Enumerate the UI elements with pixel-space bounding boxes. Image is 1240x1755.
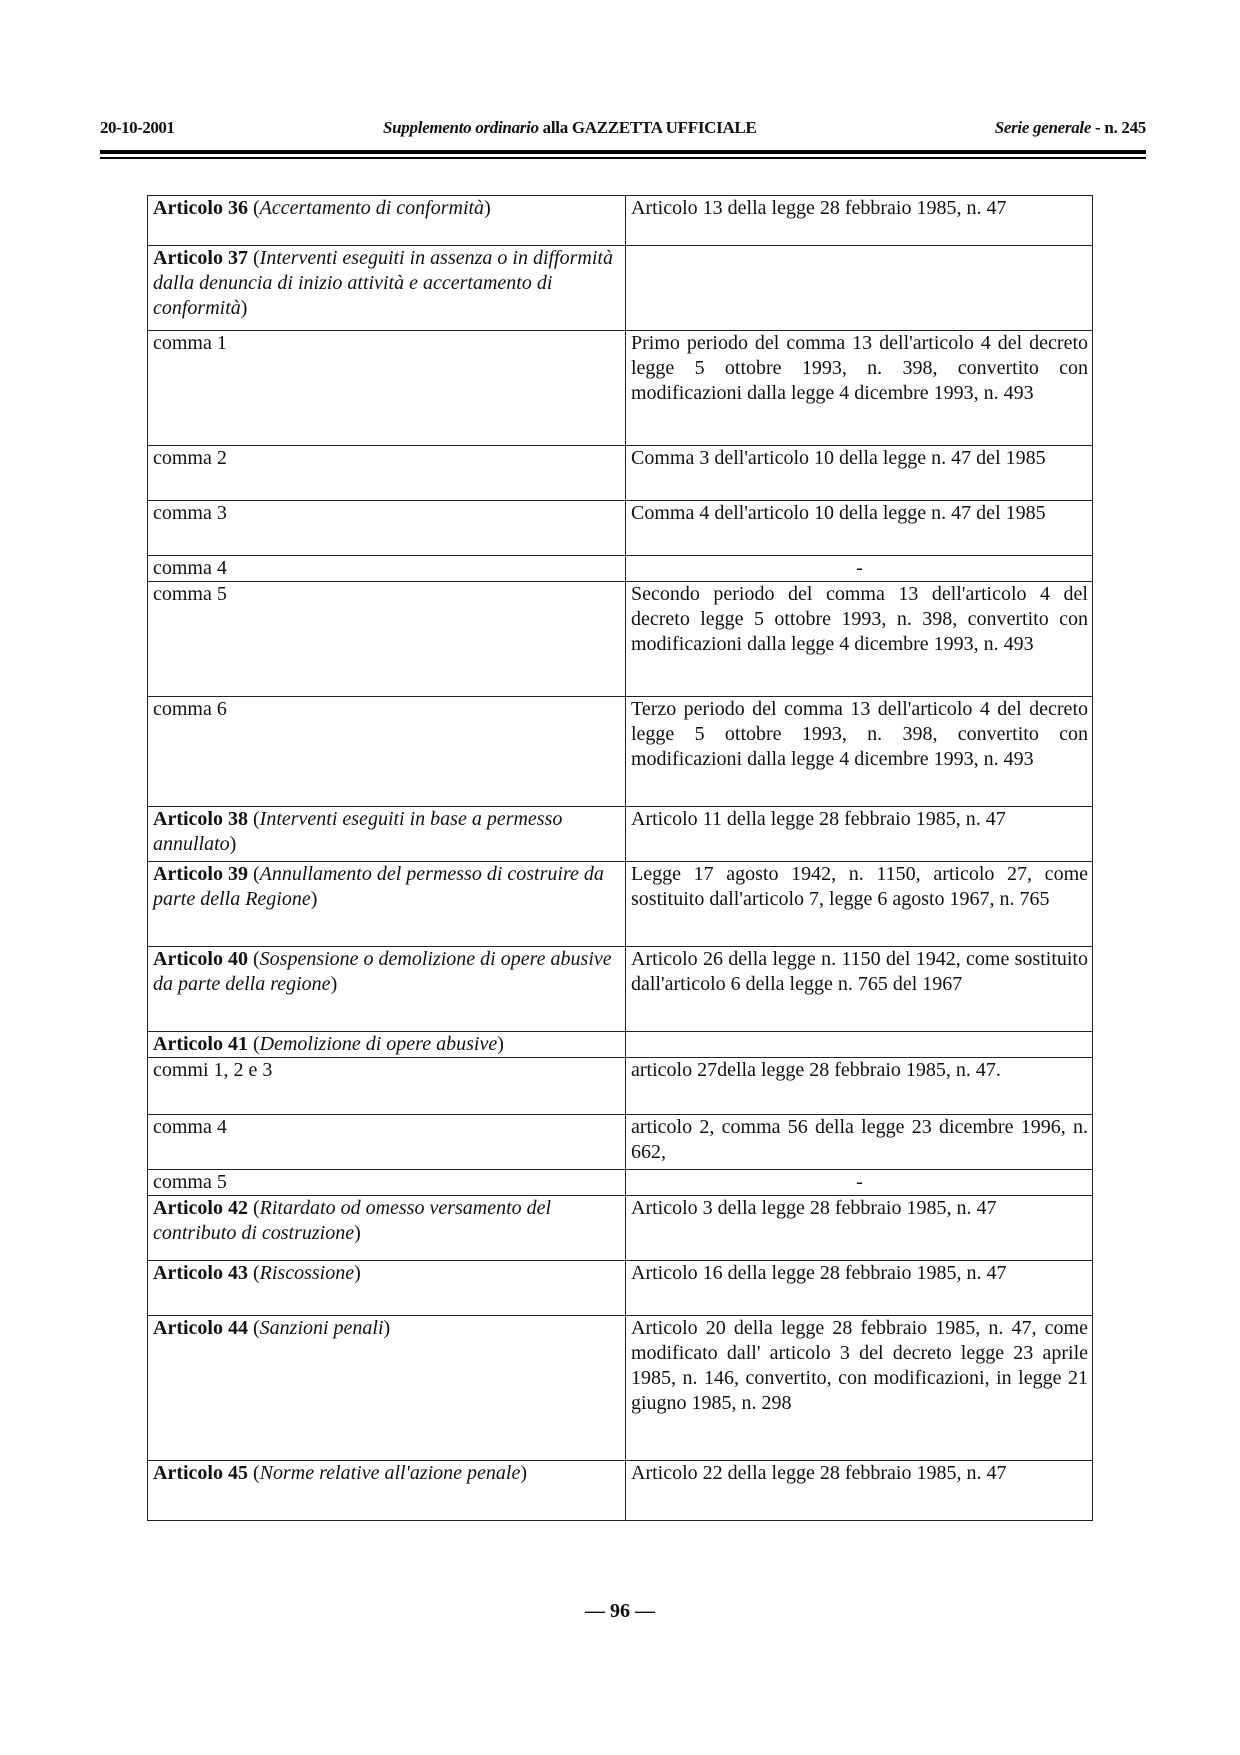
article-title: Demolizione di opere abusive <box>259 1033 498 1055</box>
previous-provision-text: Articolo 13 della legge 28 febbraio 1985, n. 47 <box>631 197 1007 219</box>
article-row <box>148 196 1093 246</box>
previous-provision-cell <box>626 582 1093 697</box>
previous-provision-cell <box>626 556 1093 582</box>
article-number: Articolo 41 <box>153 1033 248 1055</box>
new-provision-cell <box>148 196 626 246</box>
article-row <box>148 1316 1093 1461</box>
paren-open: ( <box>247 247 260 269</box>
article-row <box>148 246 1093 331</box>
article-row <box>148 947 1093 1032</box>
previous-provision-text: Articolo 26 della legge n. 1150 del 1942, come sostituito dall'articolo 6 della legge n. 765 del 1967 <box>631 948 1088 995</box>
article-number: Articolo 38 <box>153 808 248 830</box>
paren-open: ( <box>247 1462 260 1484</box>
article-title: Ritardato od omesso versamento del contributo di costruzione <box>153 1197 552 1244</box>
previous-provision-text: Legge 17 agosto 1942, n. 1150, articolo 27, come sostituito dall'articolo 7, legge 6 agosto 1967, n. 765 <box>631 863 1088 910</box>
new-provision-cell <box>148 446 626 501</box>
new-provision-cell <box>148 947 626 1032</box>
article-title: Interventi eseguiti in base a permesso annullato <box>153 808 563 855</box>
paren-open: ( <box>247 863 260 885</box>
comma-row <box>148 446 1093 501</box>
header-publication-italic: Supplemento ordinario <box>383 118 539 137</box>
new-provision-cell <box>148 1115 626 1170</box>
comma-row <box>148 582 1093 697</box>
article-row <box>148 1261 1093 1316</box>
paren-open: ( <box>247 808 260 830</box>
previous-provision-cell <box>626 1461 1093 1521</box>
comma-row <box>148 331 1093 446</box>
correspondence-table-body <box>148 196 1093 1521</box>
previous-provision-cell <box>626 331 1093 446</box>
new-provision-cell <box>148 1032 626 1058</box>
paren-close: ) <box>229 833 237 855</box>
article-row <box>148 1461 1093 1521</box>
page-header <box>100 118 1146 142</box>
paren-open: ( <box>247 1262 260 1284</box>
comma-label: comma 4 <box>153 1116 227 1138</box>
article-number: Articolo 44 <box>153 1317 248 1339</box>
new-provision-cell <box>148 862 626 947</box>
paren-close: ) <box>383 1317 391 1339</box>
paren-open: ( <box>247 197 260 219</box>
comma-label: comma 2 <box>153 447 227 469</box>
article-number: Articolo 37 <box>153 247 248 269</box>
article-number: Articolo 43 <box>153 1262 248 1284</box>
previous-provision-text: Articolo 22 della legge 28 febbraio 1985, n. 47 <box>631 1462 1007 1484</box>
new-provision-cell <box>148 1316 626 1461</box>
article-title: Norme relative all'azione penale <box>259 1462 521 1484</box>
comma-label: comma 5 <box>153 1171 227 1193</box>
new-provision-cell <box>148 697 626 807</box>
previous-provision-cell <box>626 862 1093 947</box>
new-provision-cell <box>148 1461 626 1521</box>
previous-provision-text: articolo 2, comma 56 della legge 23 dicembre 1996, n. 662, <box>631 1116 1088 1163</box>
article-title: Accertamento di conformità <box>259 197 485 219</box>
previous-provision-text: Comma 3 dell'articolo 10 della legge n. 47 del 1985 <box>631 447 1046 469</box>
correspondence-table <box>147 195 1093 1521</box>
paren-open: ( <box>247 1197 260 1219</box>
previous-provision-cell <box>626 1032 1093 1058</box>
new-provision-cell <box>148 1261 626 1316</box>
article-title: Annullamento del permesso di costruire da parte della Regione <box>153 863 604 910</box>
article-number: Articolo 39 <box>153 863 248 885</box>
previous-provision-cell <box>626 446 1093 501</box>
previous-provision-cell <box>626 196 1093 246</box>
new-provision-cell <box>148 807 626 862</box>
paren-open: ( <box>247 1317 260 1339</box>
paren-close: ) <box>484 197 491 219</box>
new-provision-cell <box>148 556 626 582</box>
article-number: Articolo 42 <box>153 1197 248 1219</box>
header-rule-thick <box>100 150 1146 154</box>
paren-close: ) <box>497 1033 504 1055</box>
previous-provision-text: Primo periodo del comma 13 dell'articolo 4 del decreto legge 5 ottobre 1993, n. 398, convertito con modificazioni dalla legge 4 dicembre 1993, n. 493 <box>631 332 1088 404</box>
comma-row <box>148 501 1093 556</box>
previous-provision-cell <box>626 1261 1093 1316</box>
comma-row <box>148 1170 1093 1196</box>
article-row <box>148 1032 1093 1058</box>
header-rule-thin <box>100 157 1146 159</box>
new-provision-cell <box>148 501 626 556</box>
comma-row <box>148 697 1093 807</box>
previous-provision-cell <box>626 697 1093 807</box>
paren-close: ) <box>310 888 318 910</box>
new-provision-cell <box>148 1196 626 1261</box>
previous-provision-cell <box>626 1115 1093 1170</box>
header-date: 20-10-2001 <box>100 118 175 137</box>
comma-label: comma 5 <box>153 583 227 605</box>
previous-provision-cell <box>626 501 1093 556</box>
article-title: Sanzioni penali <box>259 1317 384 1339</box>
new-provision-cell <box>148 1058 626 1115</box>
new-provision-cell <box>148 246 626 331</box>
paren-open: ( <box>247 1033 260 1055</box>
header-series-italic: Serie generale <box>994 118 1092 137</box>
article-title: Riscossione <box>259 1262 355 1284</box>
previous-provision-text: Articolo 11 della legge 28 febbraio 1985, n. 47 <box>631 808 1006 830</box>
comma-label: comma 6 <box>153 698 227 720</box>
new-provision-cell <box>148 1170 626 1196</box>
article-title: Interventi eseguiti in assenza o in difformità dalla denuncia di inizio attività e accertamento di conformità <box>153 247 613 319</box>
article-number: Articolo 45 <box>153 1462 248 1484</box>
comma-row <box>148 556 1093 582</box>
previous-provision-text: Articolo 3 della legge 28 febbraio 1985, n. 47 <box>631 1197 997 1219</box>
comma-label: comma 4 <box>153 557 227 579</box>
previous-provision-cell <box>626 1196 1093 1261</box>
paren-close: ) <box>330 973 338 995</box>
comma-label: commi 1, 2 e 3 <box>153 1059 273 1081</box>
previous-provision-cell <box>626 1316 1093 1461</box>
article-number: Articolo 36 <box>153 197 248 219</box>
previous-provision-cell <box>626 246 1093 331</box>
previous-provision-cell <box>626 1170 1093 1196</box>
header-series-rest: - n. 245 <box>1091 118 1146 137</box>
paren-close: ) <box>354 1262 361 1284</box>
previous-provision-cell <box>626 947 1093 1032</box>
comma-row <box>148 1058 1093 1115</box>
paren-close: ) <box>240 297 248 319</box>
article-row <box>148 1196 1093 1261</box>
comma-label: comma 1 <box>153 332 227 354</box>
previous-provision-text: Articolo 20 della legge 28 febbraio 1985, n. 47, come modificato dall' articolo 3 del decreto legge 23 aprile 1985, n. 146, convertito, con modificazioni, in legge 21 giugno 1985, n. 298 <box>631 1317 1088 1414</box>
previous-provision-text: Comma 4 dell'articolo 10 della legge n. 47 del 1985 <box>631 502 1046 524</box>
new-provision-cell <box>148 582 626 697</box>
comma-row <box>148 1115 1093 1170</box>
header-publication <box>383 118 757 138</box>
previous-provision-text: - <box>856 1171 863 1193</box>
paren-close: ) <box>520 1462 528 1484</box>
previous-provision-cell <box>626 1058 1093 1115</box>
paren-close: ) <box>354 1222 361 1244</box>
paren-open: ( <box>247 948 260 970</box>
previous-provision-text: Articolo 16 della legge 28 febbraio 1985, n. 47 <box>631 1262 1007 1284</box>
previous-provision-text: Secondo periodo del comma 13 dell'articolo 4 del decreto legge 5 ottobre 1993, n. 398, convertito con modificazioni dalla legge 4 dicembre 1993, n. 493 <box>631 583 1088 655</box>
previous-provision-text: articolo 27della legge 28 febbraio 1985, n. 47. <box>631 1059 1001 1081</box>
article-row <box>148 807 1093 862</box>
comma-label: comma 3 <box>153 502 227 524</box>
header-series <box>995 118 1146 138</box>
page-number: — 96 — <box>585 1600 655 1622</box>
header-publication-rest: alla GAZZETTA UFFICIALE <box>538 118 757 137</box>
new-provision-cell <box>148 331 626 446</box>
article-row <box>148 862 1093 947</box>
previous-provision-cell <box>626 807 1093 862</box>
article-title: Sospensione o demolizione di opere abusive da parte della regione <box>153 948 612 995</box>
previous-provision-text: Terzo periodo del comma 13 dell'articolo 4 del decreto legge 5 ottobre 1993, n. 398, convertito con modificazioni dalla legge 4 dicembre 1993, n. 493 <box>631 698 1088 770</box>
article-number: Articolo 40 <box>153 948 248 970</box>
previous-provision-text: - <box>856 557 863 579</box>
